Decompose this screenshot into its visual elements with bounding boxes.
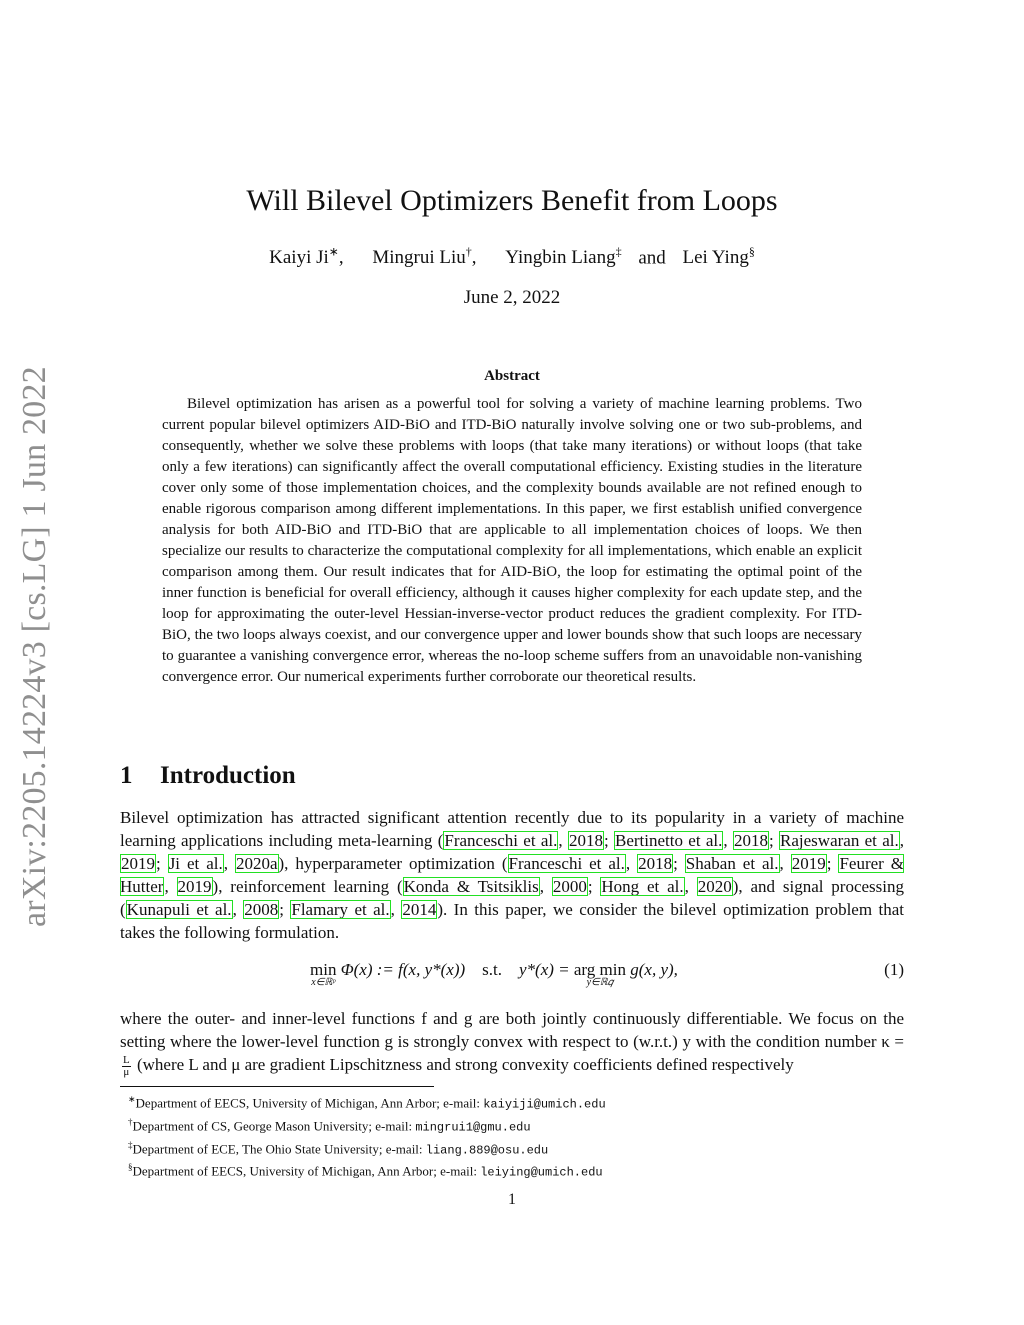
kappa-fraction: $\frac{L}{\mu}$ [123,1053,130,1078]
citation-year-link[interactable]: 2020 [697,877,732,896]
equation-lhs: Φ(x) := f(x, y*(x)) [340,960,466,979]
citation-year-link[interactable]: 2018 [568,831,603,850]
citation-link[interactable]: Konda & Tsitsiklis [403,877,539,896]
citation-link[interactable]: Feurer & Hutter [120,854,904,896]
citation-year-link[interactable]: 2008 [244,900,279,919]
citation-link[interactable]: Kunapuli et al. [126,900,232,919]
citation-link[interactable]: Hong et al. [601,877,684,896]
citation-link[interactable]: Ji et al. [168,854,223,873]
citation-link[interactable]: Franceschi et al. [508,854,625,873]
author-4: Lei Ying§ [682,245,755,269]
section-title: Introduction [160,762,296,789]
section-heading [120,762,296,790]
citation-year-link[interactable]: 2018 [733,831,768,850]
equation-st: s.t. [482,960,502,979]
paper-title: Will Bilevel Optimizers Benefit from Loops [246,184,778,217]
footnote-1: ∗Department of EECS, University of Michigan, Ann Arbor; e-mail: kaiyiji@umich.edu [128,1094,606,1112]
email-link[interactable]: liang.889@osu.edu [425,1142,549,1157]
equation-rhs-pre: y*(x) = [519,960,574,979]
min-operator: min x∈ℝᵖ [310,960,337,988]
footnote-2: †Department of CS, George Mason University; e-mail: mingrui1@gmu.edu [128,1116,531,1135]
abstract-text: Bilevel optimization has arisen as a powerful tool for solving a variety of machine learning problems. Two current popular bilevel optimizers AID-BiO and ITD-BiO naturally involve solving one or two sub-problems, and consequently, whether we solve these problems with loops (that take many iterations) or without loops (that take only a few iterations) can significantly affect the overall computational efficiency. Existing studies in the literature cover only some of those implementation choices, and the complexity bounds available are not refined enough to enable rigorous comparison among different implementations. In this paper, we first establish unified convergence analysis for both AID-BiO and ITD-BiO that are applicable to all implementation choices of loops. We then specialize our results to characterize the computational complexity for all implementations, which enable an explicit comparison among them. Our result indicates that for AID-BiO, the loop for estimating the optimal point of the inner function is beneficial for overall efficiency, although it causes higher complexity for each update step, and the loop for approximating the outer-level Hessian-inverse-vector product reduces the gradient complexity. For ITD-BiO, the two loops always coexist, and our convergence upper and lower bounds show that such loops are necessary to guarantee a vanishing convergence error, whereas the no-loop scheme suffers from an unavoidable non-vanishing convergence error. Our numerical experiments further corroborate our theoretical results. [162,396,862,685]
citation-year-link[interactable]: 2019 [177,877,212,896]
author-list [0,245,1024,269]
author-2: Mingrui Liu†, [372,245,477,269]
citation-year-link[interactable]: 2014 [402,900,437,919]
citation-year-link[interactable]: 2020a [235,854,278,873]
equation-1 [120,960,904,994]
citation-link[interactable]: Bertinetto et al. [615,831,723,850]
equation-body [310,960,678,988]
page-number: 1 [508,1191,516,1208]
authors-and: and [638,247,666,269]
citation-year-link[interactable]: 2018 [638,854,673,873]
citation-link[interactable]: Rajeswaran et al. [780,831,899,850]
citation-year-link[interactable]: 2019 [121,854,155,873]
intro-paragraph-2: where the outer- and inner-level functions f and g are both jointly continuously differentiable. We focus on the setting where the lower-level function g is strongly convex with respect to (w.r.t.) y with the condition number κ = $\frac{L}{\mu}$ (where L and μ are gradient Lipschitzness and strong convexity coefficients defined respectively [120,1009,904,1078]
arxiv-identifier: arXiv:2205.14224v3 [cs.LG] 1 Jun 2022 [16,366,53,927]
intro-paragraph-1: Bilevel optimization has attracted significant attention recently due to its popularity in a variety of machine learning applications including meta-learning (Franceschi et al., 2018; Bertinetto et al., 2018; Rajeswaran et al., 2019; Ji et al., 2020a), hyperparameter optimization (Franceschi et al., 2018; Shaban et al., 2019; Feurer & Hutter, 2019), reinforcement learning (Konda & Tsitsiklis, 2000; Hong et al., 2020), and signal processing (Kunapuli et al., 2008; Flamary et al., 2014). In this paper, we consider the bilevel optimization problem that takes the following formulation. [120,808,905,942]
abstract-heading: Abstract [484,368,540,384]
citation-link[interactable]: Shaban et al. [685,854,779,873]
citation-link[interactable]: Flamary et al. [291,900,390,919]
email-link[interactable]: leiying@umich.edu [480,1165,603,1180]
argmin-operator: arg min y∈ℝ𝑞 [573,960,626,988]
citation-year-link[interactable]: 2000 [552,877,587,896]
equation-number: (1) [884,960,904,979]
author-3: Yingbin Liang‡ [505,245,622,269]
footnote-3: ‡Department of ECE, The Ohio State University; e-mail: liang.889@osu.edu [128,1139,549,1157]
equation-rhs-post: g(x, y), [630,960,678,979]
citation-link[interactable]: Franceschi et al. [444,831,558,850]
email-link[interactable]: mingrui1@gmu.edu [415,1120,531,1135]
citation-year-link[interactable]: 2019 [791,854,826,873]
author-1: Kaiyi Ji∗, [269,245,344,269]
footnotes [120,1091,904,1182]
email-link[interactable]: kaiyiji@umich.edu [483,1097,606,1112]
footnote-divider [120,1086,434,1087]
publication-date: June 2, 2022 [463,287,561,308]
footnote-4: §Department of EECS, University of Michigan, Ann Arbor; e-mail: leiying@umich.edu [128,1162,603,1180]
section-number: 1 [120,762,133,789]
